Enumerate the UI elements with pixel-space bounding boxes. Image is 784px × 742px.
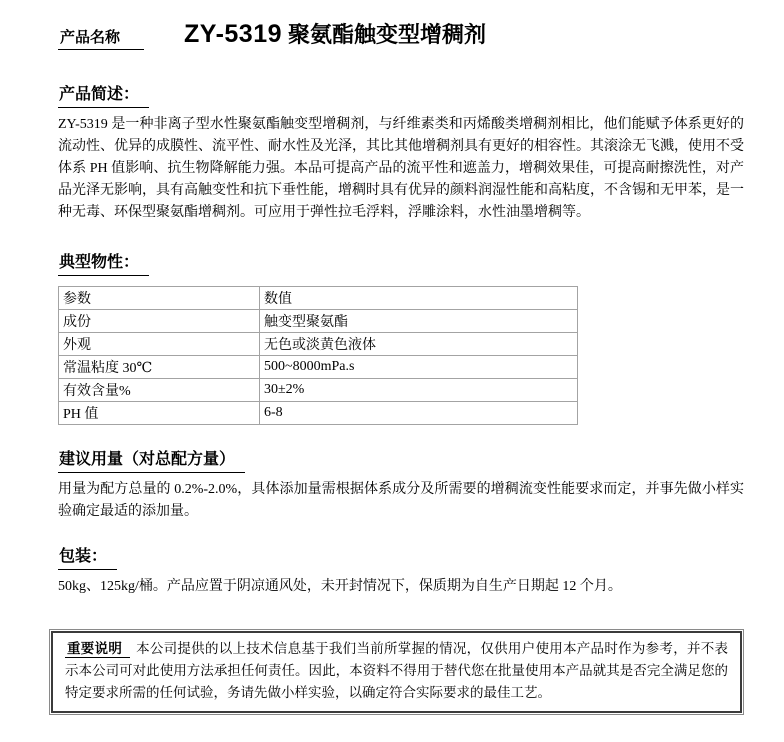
table-cell-value: 无色或淡黄色液体	[260, 333, 578, 356]
table-cell-parameter: 外观	[59, 333, 260, 356]
product-title-name: 聚氨酯触变型增稠剂	[288, 22, 487, 47]
table-row	[59, 356, 578, 379]
table-row	[59, 310, 578, 333]
page-title	[184, 14, 486, 49]
properties-table	[58, 286, 578, 425]
table-cell-parameter: 成份	[59, 310, 260, 333]
table-row	[59, 402, 578, 425]
table-cell-parameter: 常温粘度 30℃	[59, 356, 260, 379]
table-cell-parameter: 有效含量%	[59, 379, 260, 402]
dosage-paragraph: 用量为配方总量的 0.2%-2.0%，具体添加量需根据体系成分及所需要的增稠流变性能要求而定，并事先做小样实验确定最适的添加量。	[58, 482, 744, 519]
section-heading-packaging: 包装：	[58, 543, 117, 570]
table-header-value: 数值	[260, 287, 578, 310]
table-header-row	[59, 287, 578, 310]
table-header-parameter: 参数	[59, 287, 260, 310]
table-cell-value: 30±2%	[260, 379, 578, 402]
overview-paragraph: ZY-5319 是一种非离子型水性聚氨酯触变型增稠剂，与纤维素类和丙烯酸类增稠剂相比，他们能赋予体系更好的流动性、优异的成膜性、流平性、耐水性及光泽，其比其他增稠剂具有更好的相容性。其滚涂无飞溅，使用不受体系 PH 值影响、抗生物降解能力强。本品可提高产品的流平性和遮盖力，增稠效果佳，可提高耐擦洗性，对产品光泽无影响，具有高触变性和抗下垂性能，增稠时具有优异的颜料润湿性能和高粘度，不含锡和无甲苯，是一种无毒、环保型聚氨酯增稠剂。可应用于弹性拉毛浮料，浮雕涂料，水性油墨增稠等。	[58, 117, 744, 220]
table-cell-value: 6-8	[260, 402, 578, 425]
product-name-label: 产品名称	[58, 26, 144, 50]
section-heading-dosage: 建议用量（对总配方量）	[58, 446, 245, 473]
notice-label: 重要说明	[65, 641, 130, 658]
section-heading-properties: 典型物性：	[58, 249, 149, 276]
table-row	[59, 379, 578, 402]
table-cell-value: 触变型聚氨酯	[260, 310, 578, 333]
table-cell-parameter: PH 值	[59, 402, 260, 425]
product-code: ZY-5319	[184, 20, 283, 48]
notice-box	[51, 631, 742, 713]
table-row	[59, 333, 578, 356]
notice-text: 本公司提供的以上技术信息基于我们当前所掌握的情况，仅供用户使用本产品时作为参考，并不表示本公司可对此使用方法承担任何责任。因此，本资料不得用于替代您在批量使用本产品就其是否完全满足您的特定要求所需的任何试验，务请先做小样实验，以确定符合实际要求的最佳工艺。	[65, 641, 729, 700]
title-row	[58, 14, 744, 50]
section-heading-overview: 产品简述：	[58, 81, 149, 108]
packaging-paragraph: 50kg、125kg/桶。产品应置于阴凉通风处，未开封情况下，保质期为自生产日期起 12 个月。	[58, 579, 622, 594]
table-cell-value: 500~8000mPa.s	[260, 356, 578, 379]
